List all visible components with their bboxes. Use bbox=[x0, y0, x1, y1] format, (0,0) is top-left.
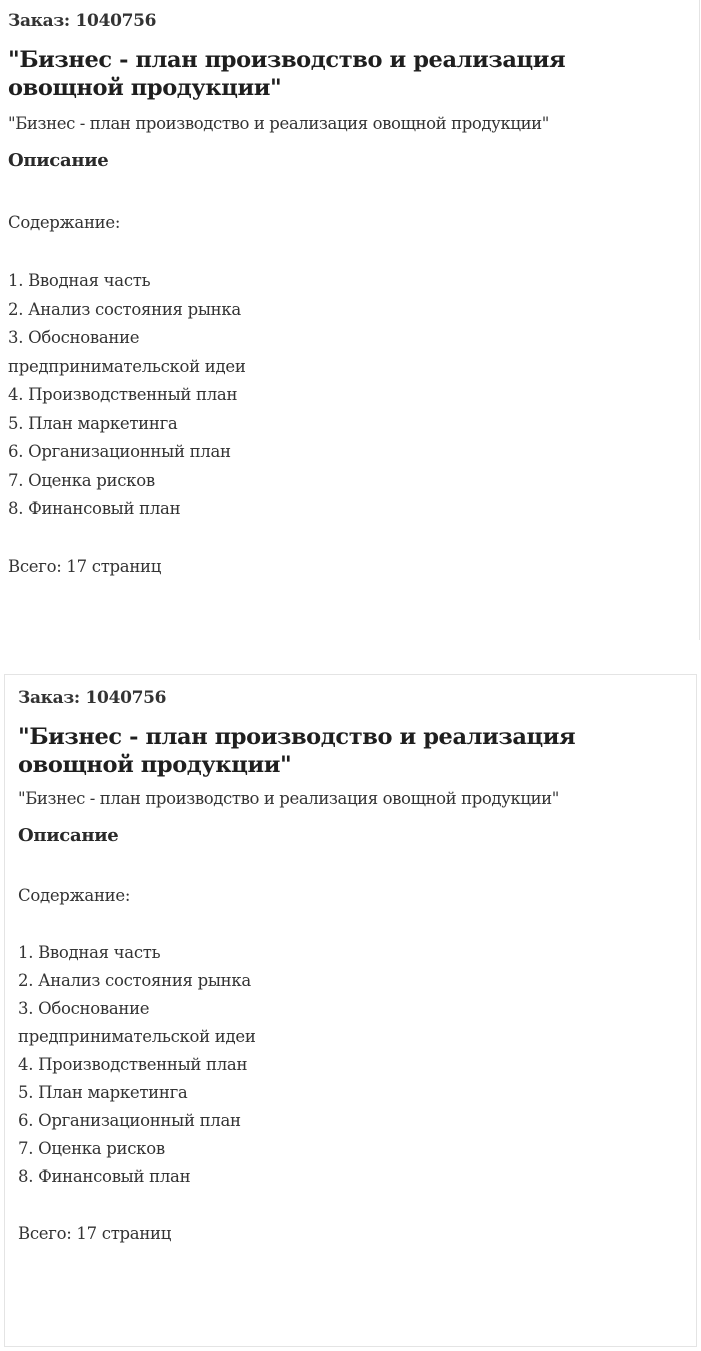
order-subtitle: "Бизнес - план производство и реализация овощной продукции" bbox=[8, 114, 549, 133]
contents-item: 5. План маркетинга bbox=[8, 413, 178, 433]
order-card bbox=[4, 674, 697, 1347]
order-number: Заказ: 1040756 bbox=[8, 11, 157, 31]
order-card bbox=[0, 0, 700, 640]
contents-item: 8. Финансовый план bbox=[8, 499, 181, 518]
order-number: Заказ: 1040756 bbox=[18, 688, 167, 708]
contents-item: 7. Оценка рисков bbox=[8, 470, 155, 490]
contents-label: Содержание: bbox=[18, 886, 131, 905]
contents-item: 2. Анализ состояния рынка bbox=[8, 299, 241, 319]
contents-item: 1. Вводная часть bbox=[18, 943, 161, 962]
contents-item: 3. Обоснование предпринимательской идеи bbox=[18, 999, 256, 1046]
contents-item: 6. Организационный план bbox=[8, 442, 231, 461]
page-count: Всего: 17 страниц bbox=[8, 556, 162, 576]
contents-item: 6. Организационный план bbox=[18, 1111, 241, 1130]
order-title: "Бизнес - план производство и реализация овощной продукции" bbox=[8, 47, 566, 101]
contents-list bbox=[8, 267, 308, 524]
order-title: "Бизнес - план производство и реализация овощной продукции" bbox=[18, 724, 576, 778]
page-count: Всего: 17 страниц bbox=[18, 1224, 172, 1243]
contents-item: 5. План маркетинга bbox=[18, 1083, 188, 1102]
contents-item: 3. Обоснование предпринимательской идеи bbox=[8, 328, 246, 376]
contents-item: 4. Производственный план bbox=[18, 1055, 248, 1074]
contents-item: 8. Финансовый план bbox=[18, 1167, 191, 1186]
description-heading: Описание bbox=[18, 825, 119, 846]
contents-item: 4. Производственный план bbox=[8, 385, 238, 404]
contents-label: Содержание: bbox=[8, 213, 121, 232]
contents-list bbox=[18, 939, 318, 1191]
contents-item: 1. Вводная часть bbox=[8, 271, 151, 290]
contents-item: 7. Оценка рисков bbox=[18, 1139, 165, 1158]
order-subtitle: "Бизнес - план производство и реализация овощной продукции" bbox=[18, 789, 559, 808]
contents-item: 2. Анализ состояния рынка bbox=[18, 971, 251, 990]
description-heading: Описание bbox=[8, 150, 109, 171]
